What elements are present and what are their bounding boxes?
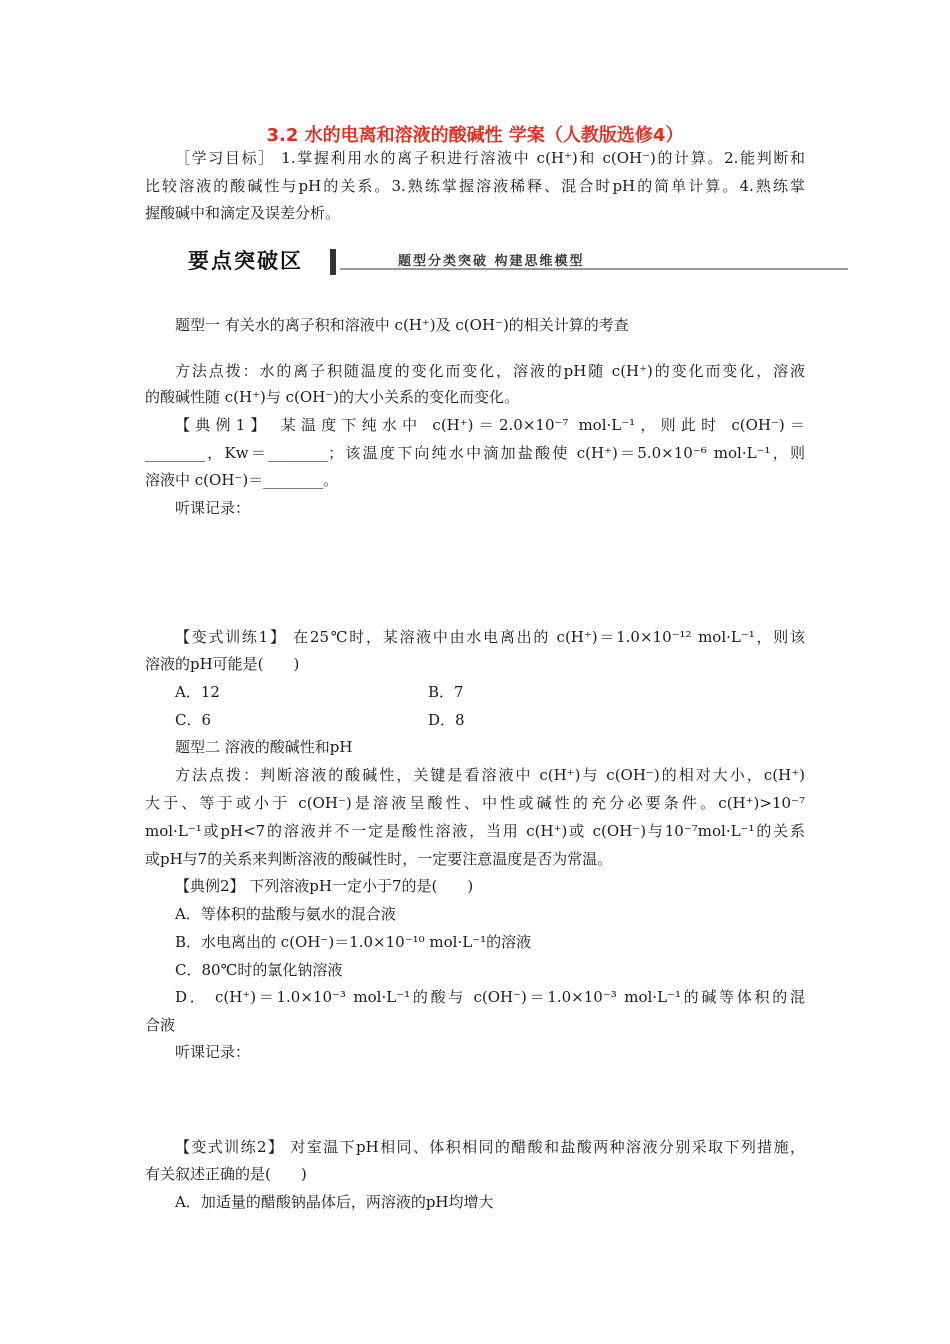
example2-question: 【典例2】 下列溶液pH一定小于7的是( ) bbox=[175, 877, 474, 895]
topic2-heading: 题型二 溶液的酸碱性和pH bbox=[175, 738, 353, 756]
option-a: A．12 bbox=[175, 683, 220, 701]
banner-divider bbox=[330, 249, 336, 275]
example2-option-c: C．80℃时的氯化钠溶液 bbox=[175, 961, 343, 979]
practice1-line-2: 溶液的pH可能是( ) bbox=[145, 655, 300, 673]
example2-option-d-line-1: D． c(H⁺)＝1.0×10⁻³ mol·L⁻¹的酸与 c(OH⁻)＝1.0×10⁻³ mol·L⁻¹的碱等体积的混 bbox=[175, 988, 805, 1006]
example1-line-1: 【典例1】 某温度下纯水中 c(H⁺)＝2.0×10⁻⁷ mol·L⁻¹，则此时 c(OH⁻)＝ bbox=[175, 416, 805, 434]
practice2-option-a: A．加适量的醋酸钠晶体后，两溶液的pH均增大 bbox=[175, 1193, 494, 1211]
example1-line-3: 溶液中 c(OH⁻)＝________。 bbox=[145, 471, 339, 489]
example2-option-a: A．等体积的盐酸与氨水的混合液 bbox=[175, 905, 396, 923]
banner-subtitle: 题型分类突破 构建思维模型 bbox=[398, 254, 585, 269]
example2-option-d-line-2: 合液 bbox=[145, 1016, 176, 1034]
topic2-method-line-2: 大于、等于或小于 c(OH⁻)是溶液呈酸性、中性或碱性的充分必要条件。c(H⁺)>10⁻⁷ bbox=[145, 794, 805, 812]
topic1-heading: 题型一 有关水的离子积和溶液中 c(H⁺)及 c(OH⁻)的相关计算的考查 bbox=[175, 316, 629, 334]
document-title: 3.2 水的电离和溶液的酸碱性 学案（人教版选修4） bbox=[266, 125, 684, 146]
topic2-method-line-3: mol·L⁻¹或pH<7的溶液并不一定是酸性溶液，当用 c(H⁺)或 c(OH⁻)与10⁻⁷mol·L⁻¹的关系 bbox=[145, 822, 805, 840]
objectives-line-3: 握酸碱中和滴定及误差分析。 bbox=[145, 204, 341, 222]
example1-line-2: ________，Kw＝________；该温度下向纯水中滴加盐酸使 c(H⁺)＝5.0×10⁻⁶ mol·L⁻¹，则 bbox=[145, 444, 805, 462]
topic2-method-line-4: 或pH与7的关系来判断溶液的酸碱性时，一定要注意温度是否为常温。 bbox=[145, 850, 613, 868]
notes-label-1: 听课记录： bbox=[175, 499, 251, 517]
notes-label-2: 听课记录： bbox=[175, 1043, 251, 1061]
option-b: B．7 bbox=[428, 683, 464, 701]
example2-option-b: B．水电离出的 c(OH⁻)＝1.0×10⁻¹⁰ mol·L⁻¹的溶液 bbox=[175, 933, 532, 951]
section-banner bbox=[180, 246, 848, 278]
practice2-line-2: 有关叙述正确的是( ) bbox=[145, 1165, 307, 1183]
option-d: D．8 bbox=[428, 711, 465, 729]
objectives-line-1: ［学习目标］ 1.掌握利用水的离子积进行溶液中 c(H⁺)和 c(OH⁻)的计算。2.能判断和 bbox=[175, 149, 805, 167]
practice1-line-1: 【变式训练1】 在25℃时，某溶液中由水电离出的 c(H⁺)＝1.0×10⁻¹² mol·L⁻¹，则该 bbox=[175, 628, 805, 646]
topic2-method-line-1: 方法点拨：判断溶液的酸碱性，关键是看溶液中 c(H⁺)与 c(OH⁻)的相对大小，c(H⁺) bbox=[175, 766, 805, 784]
banner-title: 要点突破区 bbox=[188, 249, 303, 273]
option-c: C．6 bbox=[175, 711, 212, 729]
practice2-line-1: 【变式训练2】 对室温下pH相同、体积相同的醋酸和盐酸两种溶液分别采取下列措施， bbox=[175, 1138, 805, 1156]
topic1-method-line-2: 的酸碱性随 c(H⁺)与 c(OH⁻)的大小关系的变化而变化。 bbox=[145, 388, 520, 406]
objectives-line-2: 比较溶液的酸碱性与pH的关系。3.熟练掌握溶液稀释、混合时pH的简单计算。4.熟练掌 bbox=[145, 177, 805, 195]
topic1-method-line-1: 方法点拨：水的离子积随温度的变化而变化，溶液的pH随 c(H⁺)的变化而变化，溶液 bbox=[175, 362, 805, 380]
